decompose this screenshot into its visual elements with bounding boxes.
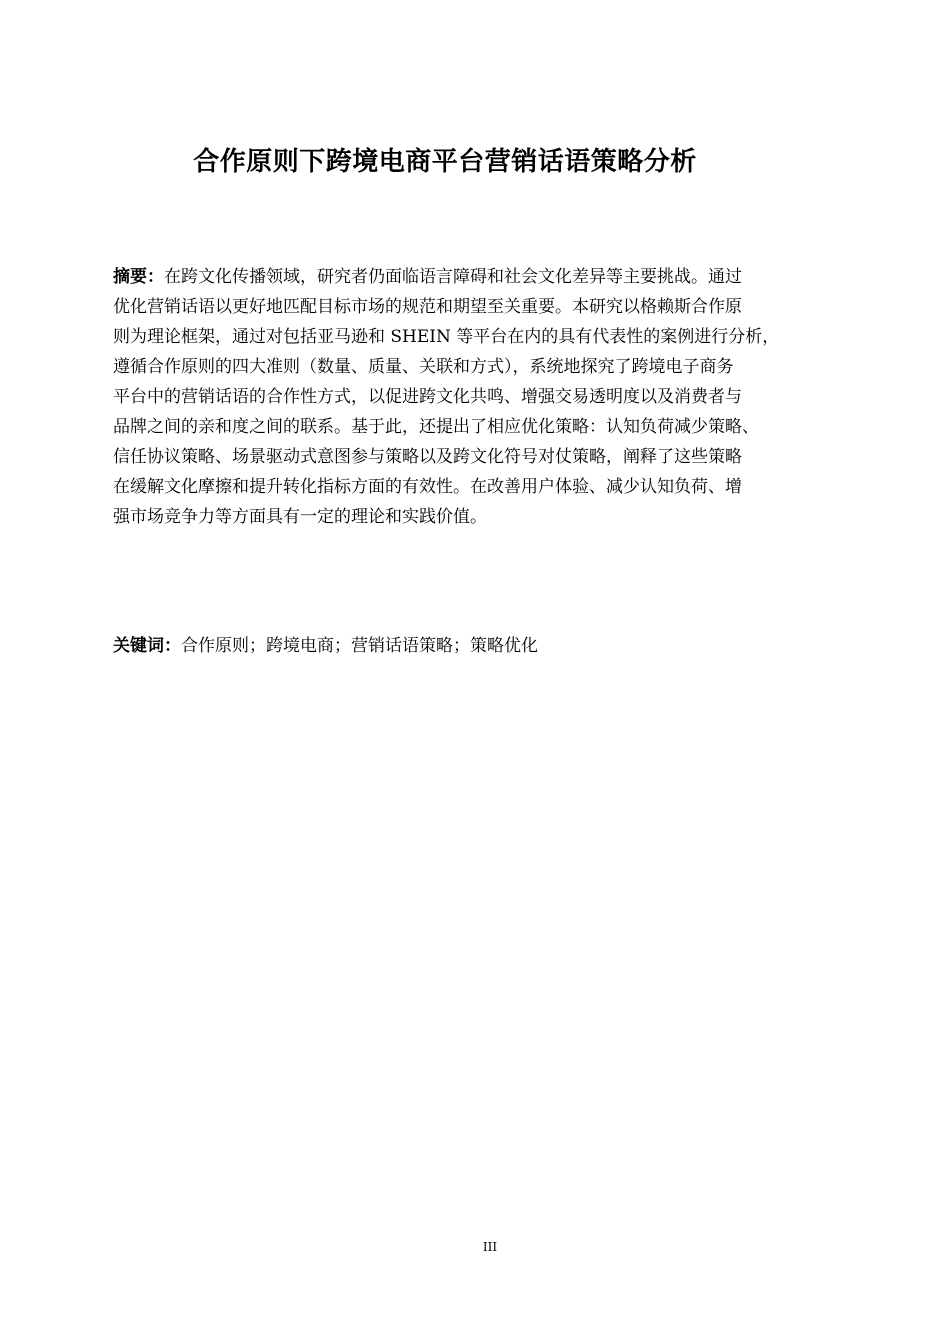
abstract-line: 强市场竞争力等方面具有一定的理论和实践价值。 bbox=[113, 507, 487, 527]
abstract-line: 遵循合作原则的四大准则（数量、质量、关联和方式），系统地探究了跨境电子商务 bbox=[113, 357, 734, 377]
page-number: III bbox=[482, 1240, 498, 1254]
abstract-line: 平台中的营销话语的合作性方式，以促进跨文化共鸣、增强交易透明度以及消费者与 bbox=[113, 387, 742, 407]
abstract-line: 在缓解文化摩擦和提升转化指标方面的有效性。在改善用户体验、减少认知负荷、增 bbox=[113, 477, 742, 497]
abstract-text: 在跨文化传播领域，研究者仍面临语言障碍和社会文化差异等主要挑战。通过 bbox=[164, 267, 742, 287]
abstract-line bbox=[113, 262, 843, 292]
page-title: 合作原则下跨境电商平台营销话语策略分析 bbox=[193, 147, 697, 177]
keywords-label: 关键词： bbox=[113, 636, 181, 656]
abstract-line: 信任协议策略、场景驱动式意图参与策略以及跨文化符号对仗策略，阐释了这些策略 bbox=[113, 447, 742, 467]
abstract-line: 则为理论框架，通过对包括亚马逊和 SHEIN 等平台在内的具有代表性的案例进行分析， bbox=[113, 327, 780, 347]
abstract-line: 优化营销话语以更好地匹配目标市场的规范和期望至关重要。本研究以格赖斯合作原 bbox=[113, 297, 742, 317]
keywords-text: 合作原则；跨境电商；营销话语策略；策略优化 bbox=[181, 636, 538, 656]
abstract-section bbox=[113, 262, 843, 532]
keywords-section bbox=[113, 631, 538, 661]
abstract-line: 品牌之间的亲和度之间的联系。基于此，还提出了相应优化策略：认知负荷减少策略、 bbox=[113, 417, 759, 437]
abstract-label: 摘要： bbox=[113, 267, 164, 287]
